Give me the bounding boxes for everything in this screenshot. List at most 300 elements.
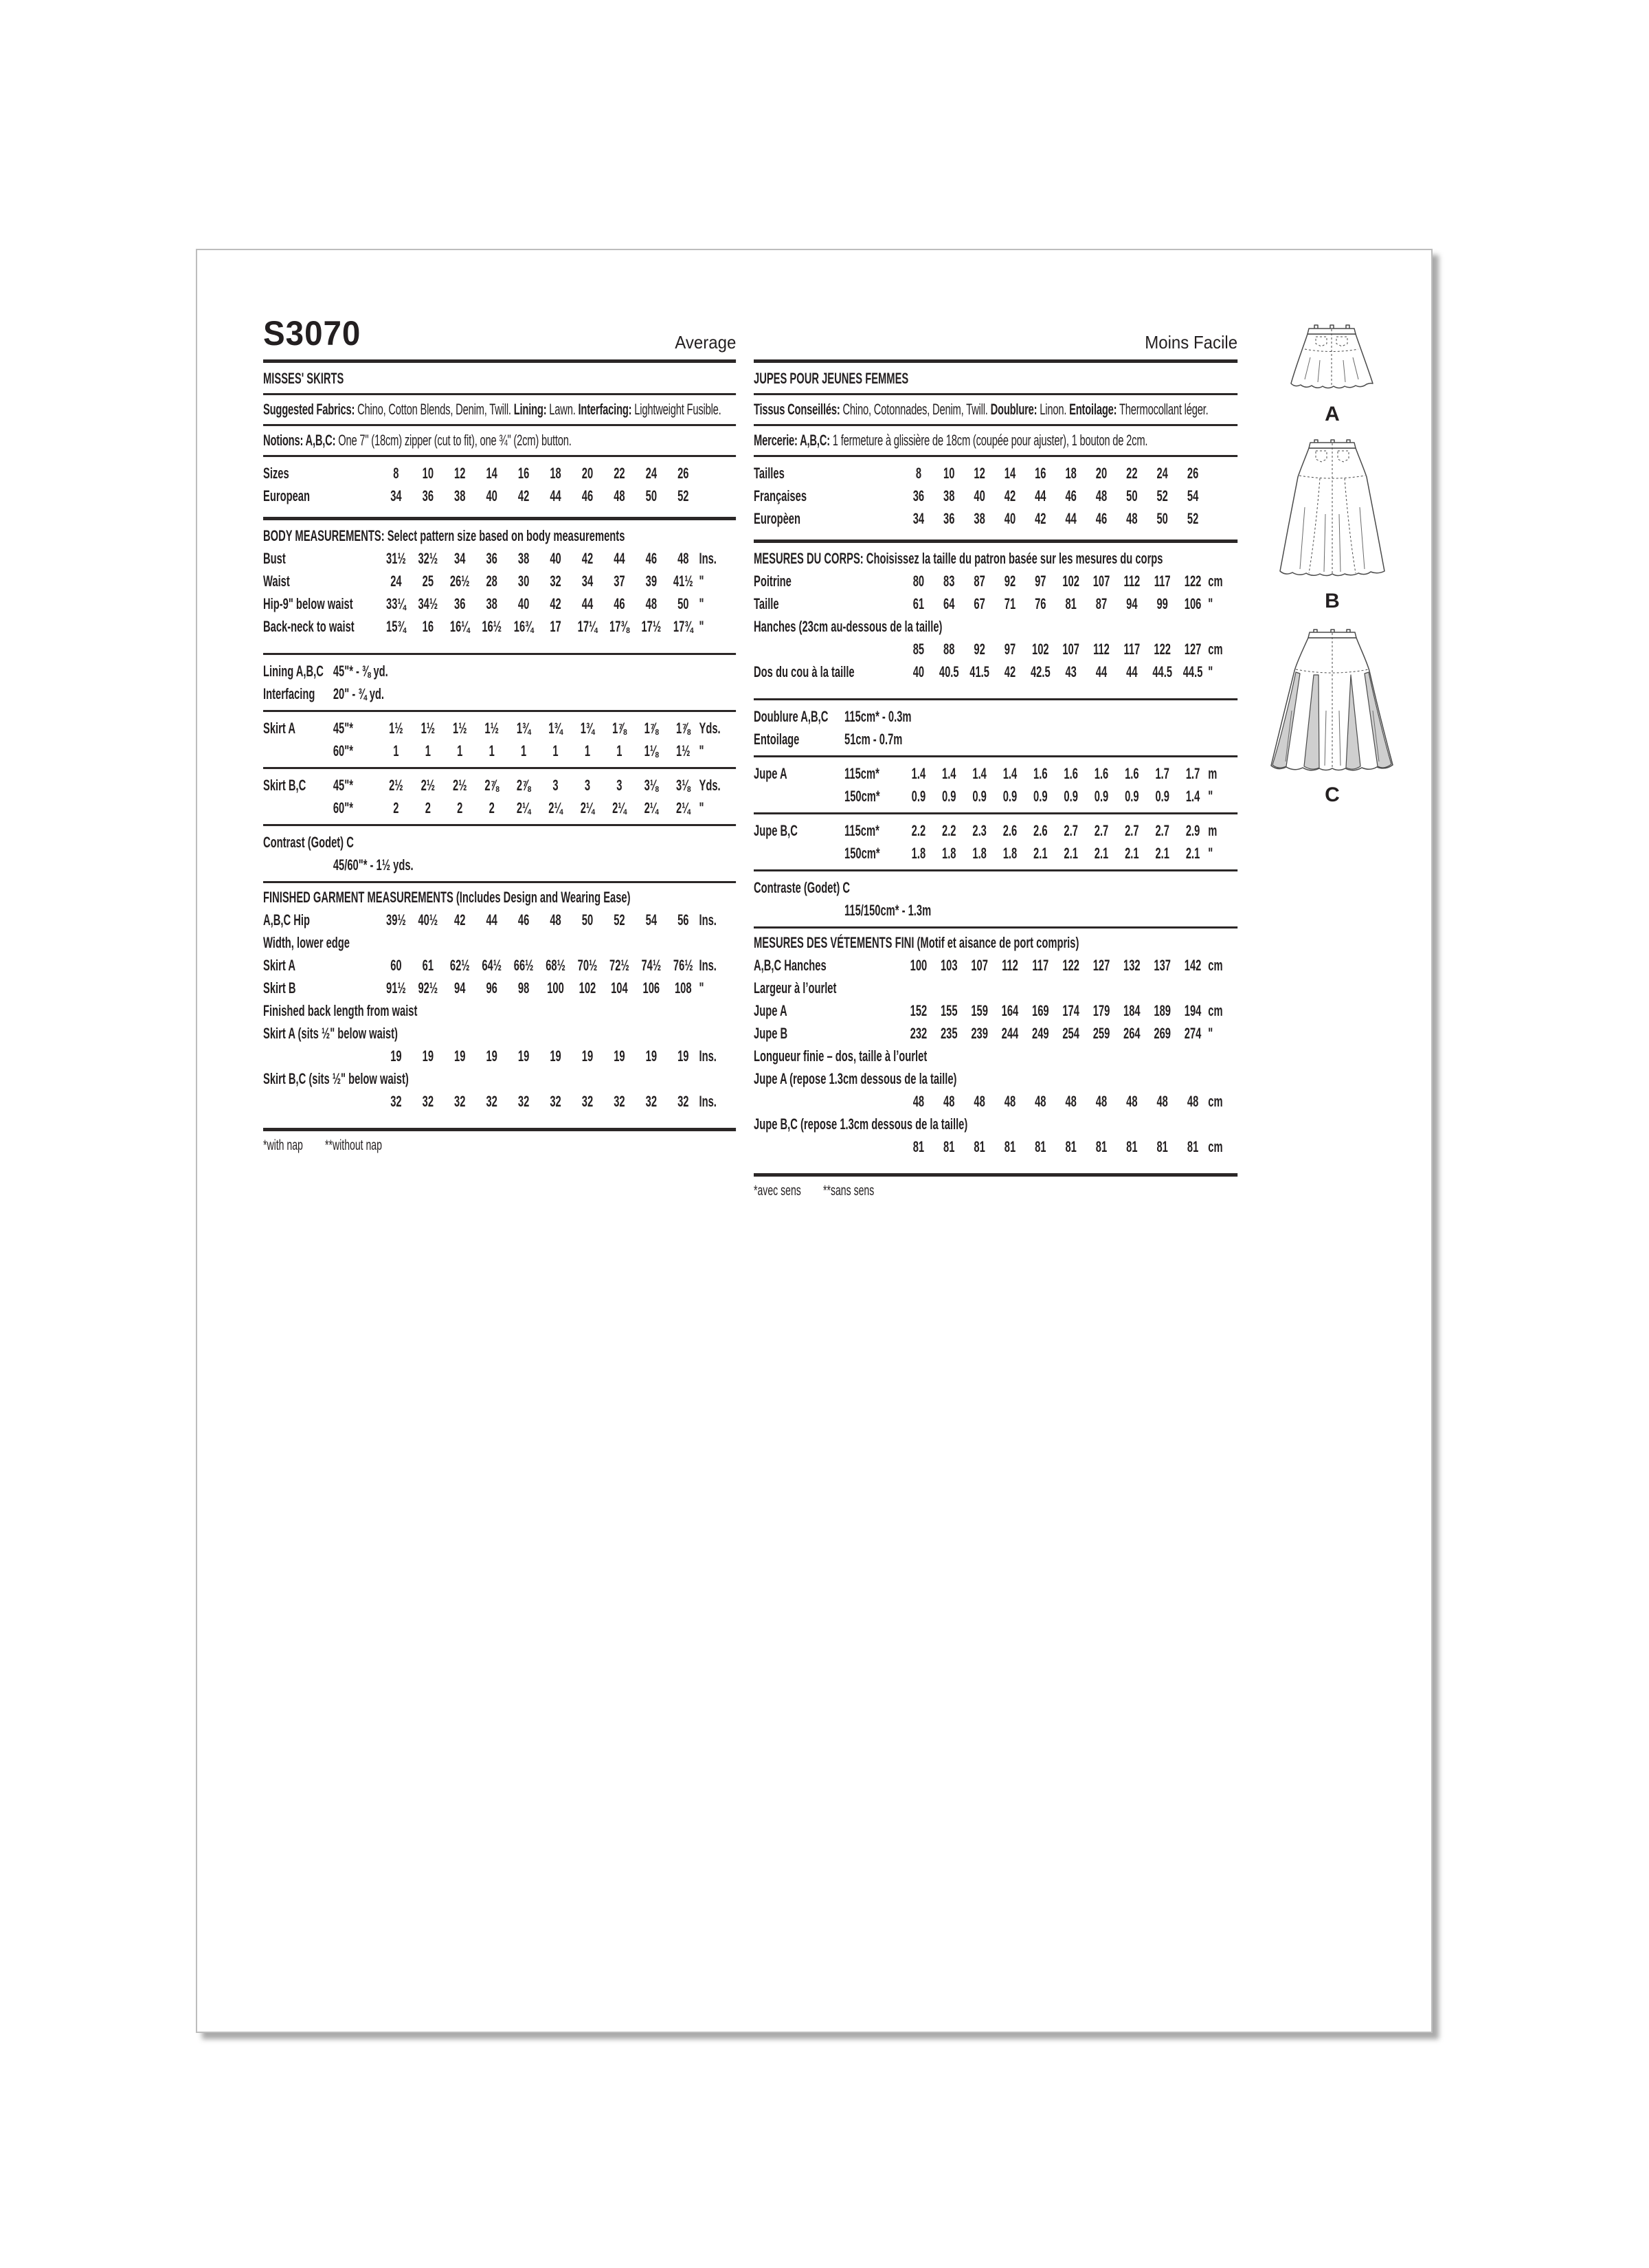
cell-value: 81	[1035, 1137, 1046, 1155]
cell-value: 68½	[546, 956, 565, 974]
footnote	[754, 1183, 1237, 1199]
row-label	[263, 1067, 736, 1090]
unit-label: m	[1208, 821, 1218, 839]
cell-value: 81	[1065, 594, 1077, 612]
table-row	[263, 740, 736, 762]
skirt-view-c	[1268, 628, 1396, 807]
cell-value: 2½	[452, 776, 467, 794]
cell-value: 1	[552, 742, 559, 759]
cell-value: 2¼	[644, 799, 659, 816]
row-label: Jupe A (repose 1.3cm dessous de la taille)	[754, 1069, 957, 1087]
table-row	[754, 1135, 1237, 1158]
cell-value: 1.8	[1002, 844, 1018, 862]
cell-value: 19	[422, 1047, 434, 1065]
unit-label: "	[699, 799, 704, 816]
cell-value: 1.7	[1155, 764, 1169, 782]
cell-value: 42	[454, 911, 466, 929]
cell-value: 235	[940, 1024, 958, 1042]
cell-value: 112	[1002, 956, 1018, 974]
cell-value: 31½	[386, 549, 406, 567]
row-label	[754, 977, 1237, 999]
cell-value: 41.5	[969, 663, 989, 680]
cell-value: 0.9	[1125, 787, 1139, 805]
section-divider	[754, 424, 1237, 426]
section-divider	[263, 824, 736, 826]
cell-value: 50	[1156, 509, 1168, 527]
cell-value: 50	[645, 487, 658, 504]
cell-value: 48	[1126, 509, 1138, 527]
cell-value: 1	[457, 742, 463, 759]
unit-label: Ins.	[699, 1092, 717, 1110]
measurement-table	[263, 462, 736, 507]
cell-value: 2½	[389, 776, 403, 794]
table-row	[263, 1090, 736, 1113]
cell-value: 81	[1126, 1137, 1138, 1155]
table-row	[754, 1022, 1237, 1045]
row-label: Dos du cou à la taille	[754, 663, 855, 680]
cell-value: 19	[645, 1047, 658, 1065]
cell-value: 32	[614, 1092, 625, 1110]
table-row	[263, 1022, 736, 1045]
cell-value: 137	[1154, 956, 1171, 974]
row-label	[754, 785, 904, 808]
cell-value: 17¾	[673, 617, 693, 635]
cell-value: 1½	[484, 719, 499, 737]
section-divider	[754, 698, 1237, 700]
cell-value: 259	[1092, 1024, 1110, 1042]
cell-value: 38	[517, 549, 530, 567]
skirt-a-illustration	[1287, 323, 1378, 396]
cell-value: 50	[677, 594, 689, 612]
cell-value: 1.4	[972, 764, 987, 782]
cell-value: 24	[390, 572, 402, 590]
cell-value: 32	[550, 572, 561, 590]
cell-value: 94	[1126, 594, 1138, 612]
row-label	[263, 977, 380, 999]
unit-label: "	[1208, 663, 1213, 680]
skirt-view-b	[1277, 438, 1387, 613]
cell-value: 2¼	[516, 799, 531, 816]
cell-value: 16¼	[449, 617, 470, 635]
cell-value: 38	[454, 487, 466, 504]
cell-value: 20	[1095, 464, 1108, 482]
unit-label: Ins.	[699, 1047, 717, 1065]
cell-value: 16	[517, 464, 530, 482]
cell-value: 44	[1095, 663, 1108, 680]
cell-value: 52	[1156, 487, 1168, 504]
cell-value: 48	[1035, 1092, 1046, 1110]
row-label	[263, 740, 380, 762]
section-divider	[263, 1128, 736, 1131]
cell-value: 239	[971, 1024, 988, 1042]
table-row	[263, 797, 736, 819]
row-label	[263, 615, 380, 638]
cell-value: 38	[974, 509, 985, 527]
cell-value: 2¼	[548, 799, 563, 816]
cell-value: 1½	[420, 719, 436, 737]
cell-value: 87	[974, 572, 985, 590]
cell-value: 48	[1095, 1092, 1108, 1110]
yardage-row	[263, 854, 736, 876]
row-label: Largeur à l’ourlet	[754, 979, 837, 997]
unit-label: Ins.	[699, 911, 717, 929]
cell-value: 122	[1062, 956, 1079, 974]
cell-value: 142	[1184, 956, 1202, 974]
cell-value: 38	[943, 487, 955, 504]
cell-value: 97	[1035, 572, 1046, 590]
table-row	[754, 999, 1237, 1022]
table-row	[754, 954, 1237, 977]
measurement-table	[263, 831, 736, 876]
cell-value: 117	[1032, 956, 1049, 974]
cell-value: 62½	[449, 956, 470, 974]
cell-value: 1.8	[911, 844, 926, 862]
cell-value: 87	[1095, 594, 1108, 612]
row-label: Width, lower edge	[263, 933, 350, 951]
cell-value: 48	[1095, 487, 1108, 504]
cell-value: 1.6	[1033, 764, 1048, 782]
row-value-text: 20" - ¾ yd.	[333, 685, 385, 702]
cell-value: 46	[1065, 487, 1077, 504]
table-row	[754, 842, 1237, 865]
row-label: Lining A,B,C	[263, 662, 324, 680]
cell-value: 3	[552, 776, 559, 794]
cell-value: 112	[1093, 640, 1110, 658]
section-divider	[263, 653, 736, 655]
cell-value: 102	[579, 979, 596, 997]
cell-value: 249	[1032, 1024, 1049, 1042]
cell-value: 18	[550, 464, 561, 482]
fabric-width: 45"*	[333, 720, 353, 737]
cell-value: 46	[1095, 509, 1108, 527]
cell-value: 40	[550, 549, 561, 567]
cell-value: 264	[1123, 1024, 1141, 1042]
cell-value: 36	[454, 594, 466, 612]
cell-value: 100	[547, 979, 564, 997]
cell-value: 1.4	[1185, 787, 1200, 805]
unit-label: "	[699, 594, 704, 612]
cell-value: 48	[645, 594, 658, 612]
footnote	[263, 1137, 736, 1154]
row-label: Hip-9" below waist	[263, 594, 353, 612]
cell-value: 2.3	[972, 821, 987, 839]
cell-value: 103	[940, 956, 958, 974]
row-label: Skirt B,C	[263, 776, 306, 794]
table-row	[754, 462, 1237, 485]
cell-value: 2⅞	[516, 776, 531, 794]
cell-value: 99	[1156, 594, 1168, 612]
pattern-envelope-page	[196, 249, 1433, 2033]
row-label	[754, 954, 904, 977]
skirt-c-label: C	[1325, 783, 1340, 806]
measurement-table	[754, 954, 1237, 1158]
cell-value: 81	[1004, 1137, 1016, 1155]
section-divider	[263, 455, 736, 457]
table-row	[754, 1067, 1237, 1090]
cell-value: 81	[1156, 1137, 1168, 1155]
cell-value: 3	[616, 776, 622, 794]
row-label: Françaises	[754, 487, 807, 504]
cell-value: 56	[677, 911, 689, 929]
cell-value: 44	[1065, 509, 1077, 527]
cell-value: 2	[425, 799, 431, 816]
measurement-table	[263, 909, 736, 1113]
row-label: Jupe A	[754, 764, 787, 782]
cell-value: 40	[486, 487, 497, 504]
english-column-body	[263, 359, 736, 1154]
cell-value: 81	[1065, 1137, 1077, 1155]
cell-value: 34	[390, 487, 402, 504]
cell-value: 16	[422, 617, 434, 635]
unit-label: cm	[1208, 572, 1223, 590]
cell-value: 61	[912, 594, 925, 612]
yardage-row	[754, 899, 1237, 922]
cell-value: 2.1	[1033, 844, 1048, 862]
cell-value: 12	[974, 464, 985, 482]
row-label	[754, 462, 904, 485]
cell-value: 106	[642, 979, 660, 997]
section-divider	[754, 1173, 1237, 1177]
row-label: Interfacing	[263, 685, 315, 702]
cell-value: 42	[1004, 663, 1016, 680]
row-label	[754, 1022, 904, 1045]
cell-value: 152	[910, 1001, 928, 1019]
row-label: Jupe A	[754, 1001, 787, 1019]
row-label	[754, 507, 904, 530]
cell-value: 48	[943, 1092, 955, 1110]
table-row	[754, 762, 1237, 785]
cell-value: 50	[1126, 487, 1138, 504]
row-label: Skirt A	[263, 956, 295, 974]
cell-value: 34	[454, 549, 466, 567]
cell-value: 44.5	[1152, 663, 1173, 680]
cell-value: 2.1	[1064, 844, 1078, 862]
cell-value: 36	[943, 509, 955, 527]
cell-value: 8	[393, 464, 399, 482]
cell-value: 32	[454, 1092, 466, 1110]
unit-label: cm	[1208, 1137, 1223, 1155]
table-row	[263, 774, 736, 797]
cell-value: 72½	[609, 956, 629, 974]
cell-value: 22	[614, 464, 625, 482]
table-row	[263, 999, 736, 1022]
cell-value: 189	[1154, 1001, 1171, 1019]
cell-value: 40	[1004, 509, 1016, 527]
unit-label: Ins.	[699, 549, 717, 567]
cell-value: 88	[943, 640, 955, 658]
cell-value: 34	[912, 509, 925, 527]
section-title: JUPES POUR JEUNES FEMMES	[754, 370, 909, 387]
cell-value: 48	[912, 1092, 925, 1110]
cell-value: 1.6	[1125, 764, 1139, 782]
table-row	[263, 485, 736, 507]
cell-value: 48	[974, 1092, 985, 1110]
cell-value: 42	[550, 594, 561, 612]
section-title: FINISHED GARMENT MEASUREMENTS (Includes Design and Wearing Ease)	[263, 889, 631, 906]
table-row	[263, 570, 736, 592]
row-label	[754, 638, 904, 660]
section-divider	[263, 517, 736, 520]
cell-value: 92½	[418, 979, 438, 997]
fabric-width: 115cm*	[844, 822, 879, 839]
cell-value: 1.4	[911, 764, 926, 782]
row-label	[263, 1022, 736, 1045]
unit-label: m	[1208, 764, 1218, 782]
skirt-b-illustration	[1277, 438, 1387, 583]
cell-value: 17	[550, 617, 561, 635]
row-label	[263, 774, 380, 797]
skirt-b-label: B	[1325, 590, 1340, 612]
cell-value: 81	[912, 1137, 925, 1155]
row-label	[263, 1090, 380, 1113]
cell-value: 1.6	[1064, 764, 1078, 782]
cell-value: 81	[974, 1137, 985, 1155]
cell-value: 1.7	[1185, 764, 1200, 782]
skirt-view-a	[1287, 323, 1378, 426]
cell-value: 194	[1184, 1001, 1202, 1019]
footnote-without-nap: **sans sens	[822, 1183, 875, 1199]
section-divider	[263, 710, 736, 712]
skirt-c-illustration	[1268, 628, 1396, 777]
cell-value: 17⅜	[609, 617, 629, 635]
unit-label: "	[1208, 1024, 1213, 1042]
measurement-table	[754, 762, 1237, 808]
row-label	[263, 462, 380, 485]
row-label: Skirt A	[263, 719, 295, 737]
cell-value: 70½	[577, 956, 598, 974]
cell-value: 107	[1062, 640, 1079, 658]
spacer	[754, 1158, 1237, 1164]
cell-value: 2	[393, 799, 399, 816]
section-divider	[263, 393, 736, 395]
section-divider	[754, 926, 1237, 929]
cell-value: 32	[517, 1092, 530, 1110]
cell-value: 2.1	[1125, 844, 1139, 862]
cell-value: 1½	[389, 719, 403, 737]
cell-value: 0.9	[1094, 787, 1109, 805]
cell-value: 1¾	[516, 719, 531, 737]
table-row	[754, 638, 1237, 660]
row-label	[263, 831, 736, 854]
cell-value: 102	[1032, 640, 1049, 658]
cell-value: 76½	[673, 956, 693, 974]
cell-value: 44	[1126, 663, 1138, 680]
cell-value: 41½	[673, 572, 693, 590]
cell-value: 127	[1092, 956, 1110, 974]
cell-value: 1⅛	[644, 742, 659, 759]
table-row	[754, 485, 1237, 507]
cell-value: 12	[454, 464, 466, 482]
row-label	[754, 660, 904, 683]
cell-value: 16¾	[513, 617, 534, 635]
cell-value: 127	[1184, 640, 1202, 658]
footnote-without-nap: **without nap	[325, 1137, 382, 1153]
cell-value: 3⅛	[644, 776, 659, 794]
cell-value: 1¾	[548, 719, 563, 737]
cell-value: 19	[454, 1047, 466, 1065]
cell-value: 67	[974, 594, 985, 612]
table-row	[263, 660, 736, 682]
cell-value: 1.4	[942, 764, 956, 782]
yardage-row	[263, 660, 736, 682]
cell-value: 24	[645, 464, 658, 482]
cell-value: 32	[422, 1092, 434, 1110]
cell-value: 44	[1035, 487, 1046, 504]
unit-label	[699, 485, 736, 507]
french-column-header	[754, 315, 1237, 353]
cell-value: 1	[425, 742, 431, 759]
unit-label	[1208, 485, 1237, 507]
unit-label: "	[1208, 787, 1213, 805]
row-label	[754, 592, 904, 615]
section-divider	[754, 812, 1237, 814]
table-row	[263, 1067, 736, 1090]
row-label: Skirt A (sits ½" below waist)	[263, 1024, 398, 1042]
cell-value: 19	[614, 1047, 625, 1065]
cell-value: 30	[517, 572, 530, 590]
cell-value: 107	[971, 956, 988, 974]
difficulty-label-fr: Moins Facile	[1145, 332, 1238, 353]
table-row	[263, 977, 736, 999]
unit-label: cm	[1208, 1001, 1223, 1019]
cell-value: 108	[674, 979, 692, 997]
cell-value: 52	[1187, 509, 1199, 527]
cell-value: 22	[1126, 464, 1138, 482]
section-divider	[263, 359, 736, 363]
cell-value: 42	[581, 549, 594, 567]
measurement-table	[263, 660, 736, 705]
cell-value: 39½	[386, 911, 406, 929]
cell-value: 34	[581, 572, 594, 590]
cell-value: 50	[581, 911, 594, 929]
table-row	[263, 682, 736, 705]
cell-value: 14	[1004, 464, 1016, 482]
cell-value: 61	[422, 956, 434, 974]
cell-value: 26½	[449, 572, 470, 590]
cell-value: 169	[1032, 1001, 1049, 1019]
cell-value: 2.7	[1094, 821, 1109, 839]
cell-value: 2.1	[1185, 844, 1200, 862]
section-divider	[754, 393, 1237, 395]
difficulty-label-en: Average	[674, 332, 737, 353]
cell-value: 96	[486, 979, 497, 997]
unit-label: cm	[1208, 956, 1223, 974]
fabric-width: 60"*	[333, 742, 353, 759]
cell-value: 46	[614, 594, 625, 612]
cell-value: 1	[584, 742, 591, 759]
cell-value: 48	[614, 487, 625, 504]
cell-value: 60	[390, 956, 402, 974]
row-label: Doublure A,B,C	[754, 707, 829, 725]
cell-value: 159	[971, 1001, 988, 1019]
row-label	[754, 876, 1237, 899]
cell-value: 0.9	[942, 787, 956, 805]
cell-value: 98	[517, 979, 530, 997]
row-label: European	[263, 487, 310, 504]
unit-label: Ins.	[699, 956, 717, 974]
cell-value: 274	[1184, 1024, 1202, 1042]
table-row	[263, 592, 736, 615]
cell-value: 40	[912, 663, 925, 680]
measurement-table	[754, 570, 1237, 683]
cell-value: 106	[1184, 594, 1202, 612]
cell-value: 18	[1065, 464, 1077, 482]
cell-value: 92	[974, 640, 985, 658]
table-row	[754, 1090, 1237, 1113]
cell-value: 81	[943, 1137, 955, 1155]
cell-value: 54	[1187, 487, 1199, 504]
cell-value: 64	[943, 594, 955, 612]
